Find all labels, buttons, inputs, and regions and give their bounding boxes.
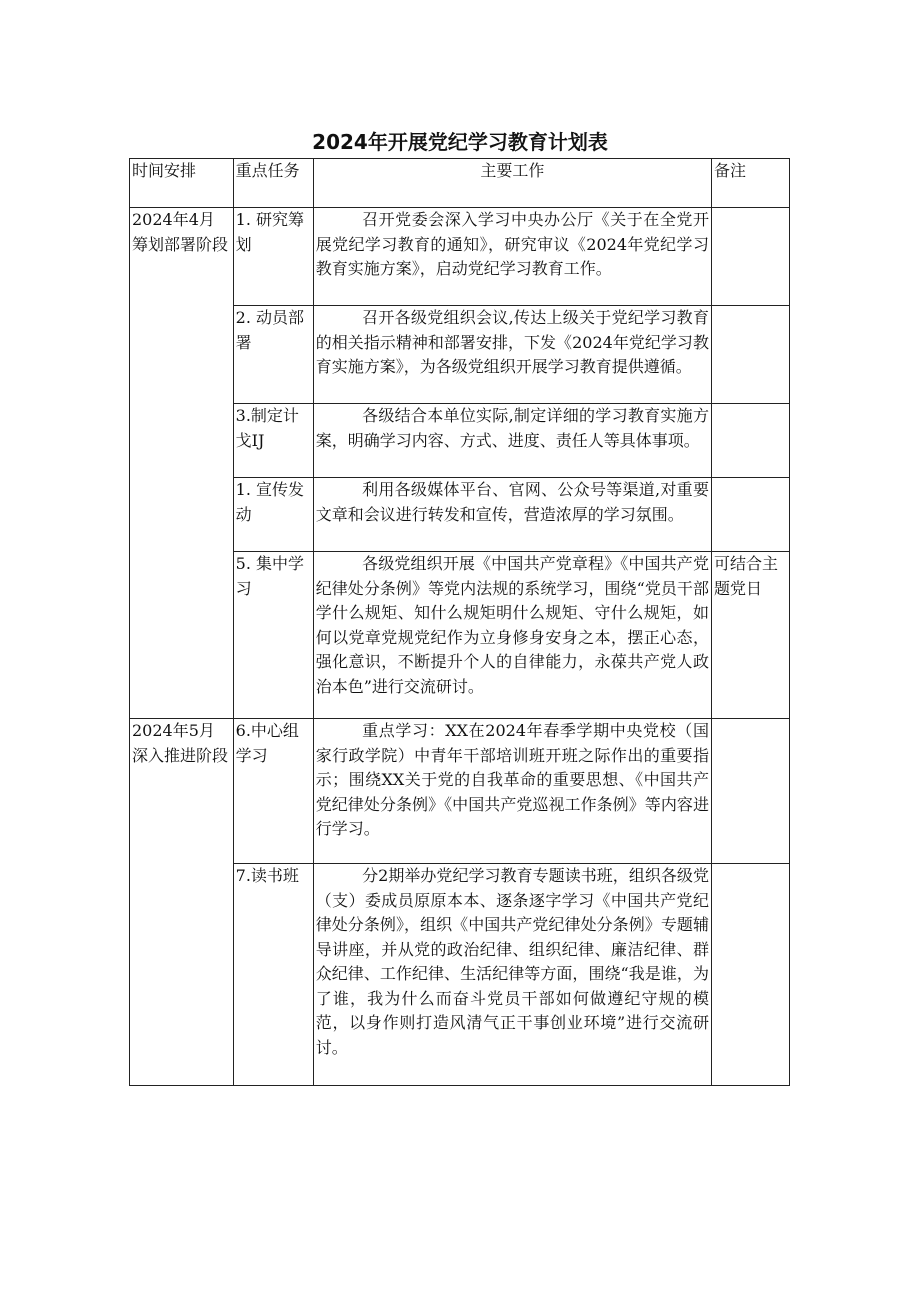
task-cell: 7.读书班	[233, 864, 313, 1086]
work-cell: 各级党组织开展《中国共产党章程》《中国共产党纪律处分条例》等党内法规的系统学习，围绕“党员干部学什么规矩、知什么规矩明什么规矩、守什么规矩，如何以党章党规党纪作为立身修身安身之本，摆正心态，强化意识，不断提升个人的自律能力，永葆共产党人政治本色”进行交流研讨。	[313, 552, 711, 719]
phase-cell: 2024年5月深入推进阶段	[130, 719, 234, 1086]
task-cell: 1. 宣传发动	[233, 478, 313, 552]
task-cell: 6.中心组学习	[233, 719, 313, 864]
task-cell: 3.制定计戈IJ	[233, 404, 313, 478]
document-title: 2024年开展党纪学习教育计划表	[312, 130, 608, 154]
task-cell: 2. 动员部署	[233, 306, 313, 404]
work-cell: 分2期举办党纪学习教育专题读书班，组织各级党（支）委成员原原本本、逐条逐字学习《中国共产党纪律处分条例》，组织《中国共产党纪律处分条例》专题辅导讲座，并从党的政治纪律、组织纪律、廉洁纪律、群众纪律、工作纪律、生活纪律等方面，围绕“我是谁，为了谁，我为什么而奋斗党员干部如何做遵纪守规的模范，以身作则打造风清气正干事创业环境”进行交流研讨。	[313, 864, 711, 1086]
note-cell	[711, 719, 789, 864]
note-cell	[711, 306, 789, 404]
header-note: 备注	[711, 159, 789, 208]
table-row	[130, 208, 790, 306]
table-header-row	[130, 159, 790, 208]
plan-table	[129, 158, 790, 1086]
note-cell	[711, 208, 789, 306]
note-cell	[711, 404, 789, 478]
table-row	[130, 719, 790, 864]
note-cell: 可结合主题党日	[711, 552, 789, 719]
task-cell: 1. 研究筹划	[233, 208, 313, 306]
work-cell: 各级结合本单位实际,制定详细的学习教育实施方案，明确学习内容、方式、进度、责任人等具体事项。	[313, 404, 711, 478]
phase-cell: 2024年4月筹划部署阶段	[130, 208, 234, 719]
work-cell: 利用各级媒体平台、官网、公众号等渠道,对重要文章和会议进行转发和宣传，营造浓厚的学习氛围。	[313, 478, 711, 552]
work-cell: 重点学习：XX在2024年春季学期中央党校（国家行政学院）中青年干部培训班开班之际作出的重要指示；围绕XX关于党的自我革命的重要思想、《中国共产党纪律处分条例》《中国共产党巡视工作条例》等内容进行学习。	[313, 719, 711, 864]
note-cell	[711, 478, 789, 552]
header-work: 主要工作	[313, 159, 711, 208]
work-cell: 召开各级党组织会议,传达上级关于党纪学习教育的相关指示精神和部署安排，下发《2024年党纪学习教育实施方案》，为各级党组织开展学习教育提供遵循。	[313, 306, 711, 404]
note-cell	[711, 864, 789, 1086]
work-cell: 召开党委会深入学习中央办公厅《关于在全党开展党纪学习教育的通知》，研究审议《2024年党纪学习教育实施方案》，启动党纪学习教育工作。	[313, 208, 711, 306]
header-time: 时间安排	[130, 159, 234, 208]
task-cell: 5. 集中学习	[233, 552, 313, 719]
header-task: 重点任务	[233, 159, 313, 208]
